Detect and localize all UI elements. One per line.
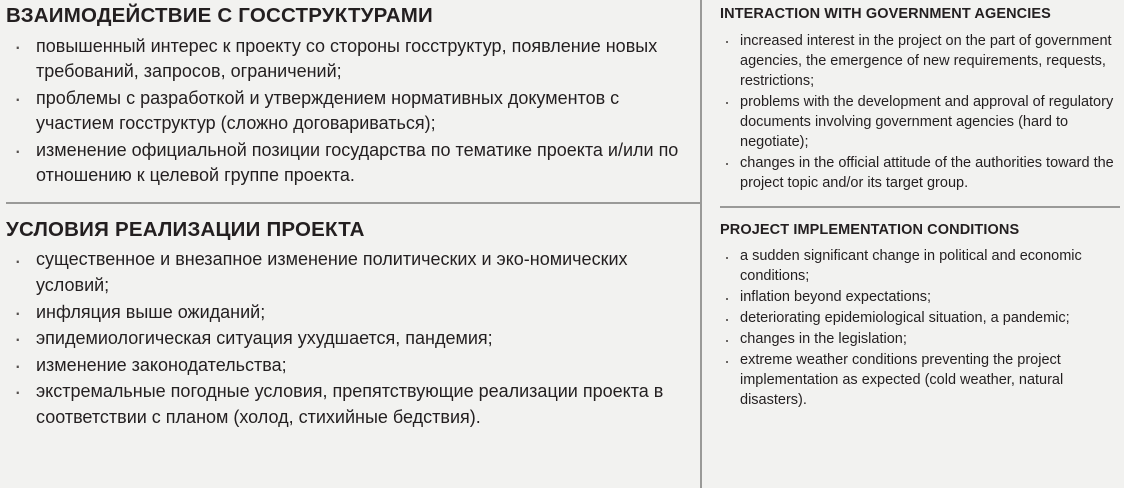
section-project-conditions-en	[720, 208, 1118, 412]
section-list	[6, 34, 686, 189]
section-list	[720, 31, 1118, 193]
section-government-interaction-ru	[6, 0, 686, 190]
list-item: · эпидемиологическая ситуация ухудшается, пандемия;	[6, 326, 686, 352]
list-item: · problems with the development and approval of regulatory documents involving government agencies (hard to negotiate);	[720, 92, 1118, 152]
list-item: · a sudden significant change in political and economic conditions;	[720, 246, 1118, 286]
list-item: · экстремальные погодные условия, препятствующие реализации проекта в соответствии с планом (холод, стихийные бедствия).	[6, 379, 686, 430]
list-item: · changes in the legislation;	[720, 329, 1118, 349]
section-heading: INTERACTION WITH GOVERNMENT AGENCIES	[720, 6, 1051, 22]
list-item: · inflation beyond expectations;	[720, 287, 1118, 307]
left-column-spacer	[6, 431, 686, 488]
list-item: · extreme weather conditions preventing the project implementation as expected (cold weather, natural disasters).	[720, 350, 1118, 410]
english-column	[700, 0, 1124, 488]
section-list	[720, 246, 1118, 410]
section-heading: PROJECT IMPLEMENTATION CONDITIONS	[720, 221, 1020, 238]
list-item: · существенное и внезапное изменение политических и эко-номических условий;	[6, 247, 686, 298]
list-item: · increased interest in the project on the part of government agencies, the emergence of new requirements, requests, restrictions;	[720, 31, 1118, 91]
list-item: · deteriorating epidemiological situation, a pandemic;	[720, 308, 1118, 328]
section-heading: ВЗАИМОДЕЙСТВИЕ С ГОССТРУКТУРАМИ	[6, 4, 433, 27]
section-heading: УСЛОВИЯ РЕАЛИЗАЦИИ ПРОЕКТА	[6, 217, 365, 241]
section-list	[6, 247, 686, 430]
section-government-interaction-en	[720, 0, 1118, 194]
list-item: · изменение официальной позиции государства по тематике проекта и/или по отношению к целевой группе проекта.	[6, 138, 686, 189]
right-column-spacer	[720, 411, 1118, 488]
list-item: · проблемы с разработкой и утверждением нормативных документов с участием госструктур (сложно договариваться);	[6, 86, 686, 137]
list-item: · изменение законодательства;	[6, 353, 686, 379]
list-item: · повышенный интерес к проекту со стороны госструктур, появление новых требований, запросов, ограничений;	[6, 34, 686, 85]
list-item: · инфляция выше ожиданий;	[6, 300, 686, 326]
list-item: · changes in the official attitude of the authorities toward the project topic and/or its target group.	[720, 153, 1118, 193]
section-project-conditions-ru	[6, 204, 686, 431]
